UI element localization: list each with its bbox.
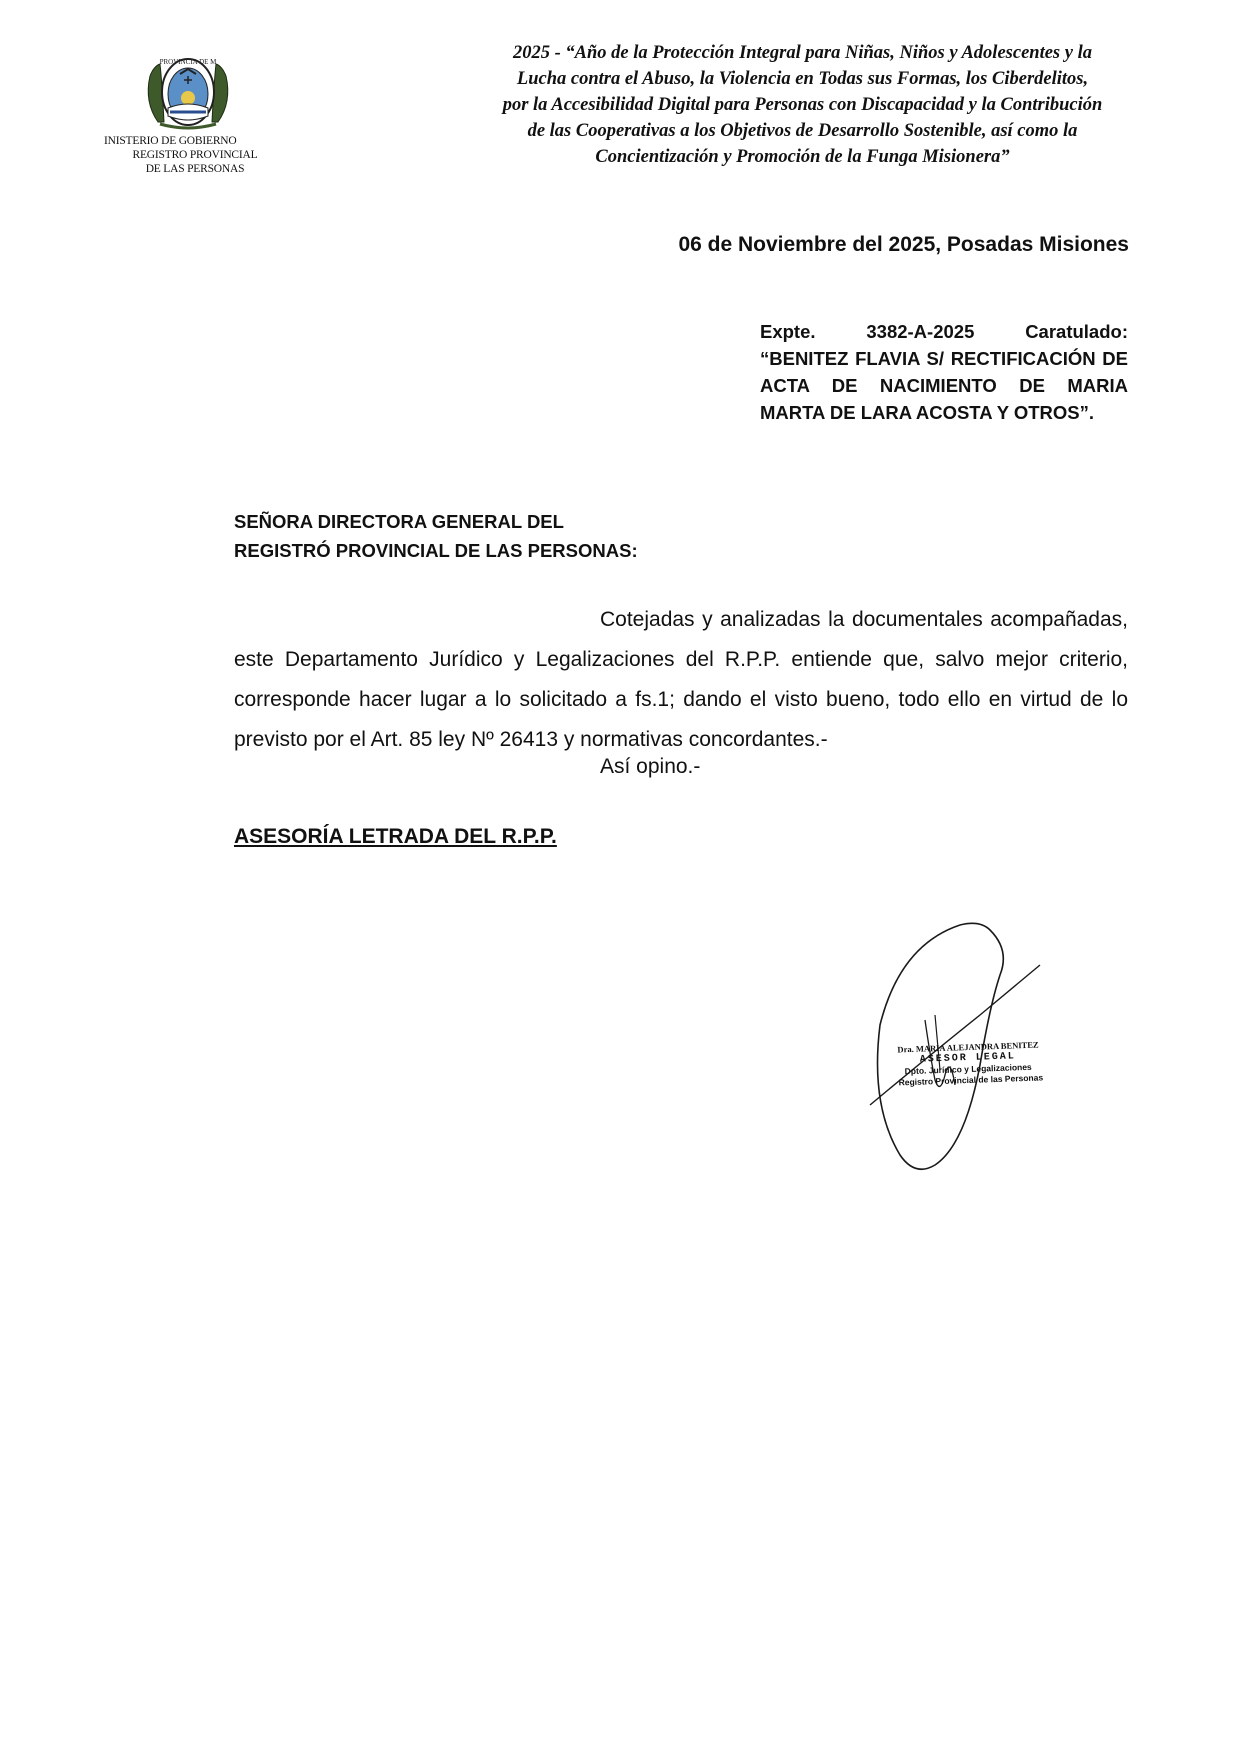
provincial-seal-logo xyxy=(140,52,236,134)
addressee-line-2: REGISTRÓ PROVINCIAL DE LAS PERSONAS: xyxy=(234,540,638,561)
office-line-3: DE LAS PERSONAS xyxy=(145,163,245,175)
office-line-2: REGISTRO PROVINCIAL xyxy=(132,149,258,161)
motto-line-2: Lucha contra el Abuso, la Violencia en Todas sus Formas, los Ciberdelitos, xyxy=(516,69,1089,89)
motto-line-5: Concientización y Promoción de la Funga Misionera” xyxy=(595,147,1010,167)
addressee-line-1: SEÑORA DIRECTORA GENERAL DEL xyxy=(234,511,564,532)
seal-lettering: PROVINCIA DE M xyxy=(159,58,217,66)
office-signature-title: ASESORÍA LETRADA DEL R.P.P. xyxy=(234,825,557,848)
motto-line-4: de las Cooperativas a los Objetivos de Desarrollo Sostenible, así como la xyxy=(527,121,1078,141)
office-line-1: INISTERIO DE GOBIERNO xyxy=(104,135,237,147)
stamp-name: Dra. MARIA ALEJANDRA BENITEZ xyxy=(897,1039,1039,1055)
motto-line-3: por la Accesibilidad Digital para Personas con Discapacidad y la Contribución xyxy=(502,95,1103,115)
year-motto xyxy=(455,40,1150,170)
issuing-office-block xyxy=(104,134,280,176)
closing-line: Así opino.- xyxy=(600,755,701,778)
document-date: 06 de Noviembre del 2025, Posadas Misiones xyxy=(678,233,1129,256)
addressee xyxy=(234,507,638,565)
stamp-institution: Registro Provincial de las Personas xyxy=(898,1072,1044,1088)
body-paragraph: Cotejadas y analizadas la documentales acompañadas, este Departamento Jurídico y Legalizaciones del R.P.P. entiende que, salvo mejor criterio, corresponde hacer lugar a lo solicitado a fs.1; dando el visto bueno, todo ello en virtud de lo previsto por el Art. 85 ley Nº 26413 y normativas concordantes.- xyxy=(234,608,1128,751)
motto-line-1: 2025 - “Año de la Protección Integral para Niñas, Niños y Adolescentes y la xyxy=(513,43,1092,63)
stamp-department: Dpto. Jurídico y Legalizaciones xyxy=(904,1061,1032,1077)
stamp-role: ASESOR LEGAL xyxy=(919,1051,1016,1066)
signature-stamp xyxy=(897,1039,1044,1089)
case-reference: Expte. 3382-A-2025 Caratulado: “BENITEZ FLAVIA S/ RECTIFICACIÓN DE ACTA DE NACIMIENTO DE MARIA MARTA DE LARA ACOSTA Y OTROS”. xyxy=(760,321,1128,423)
